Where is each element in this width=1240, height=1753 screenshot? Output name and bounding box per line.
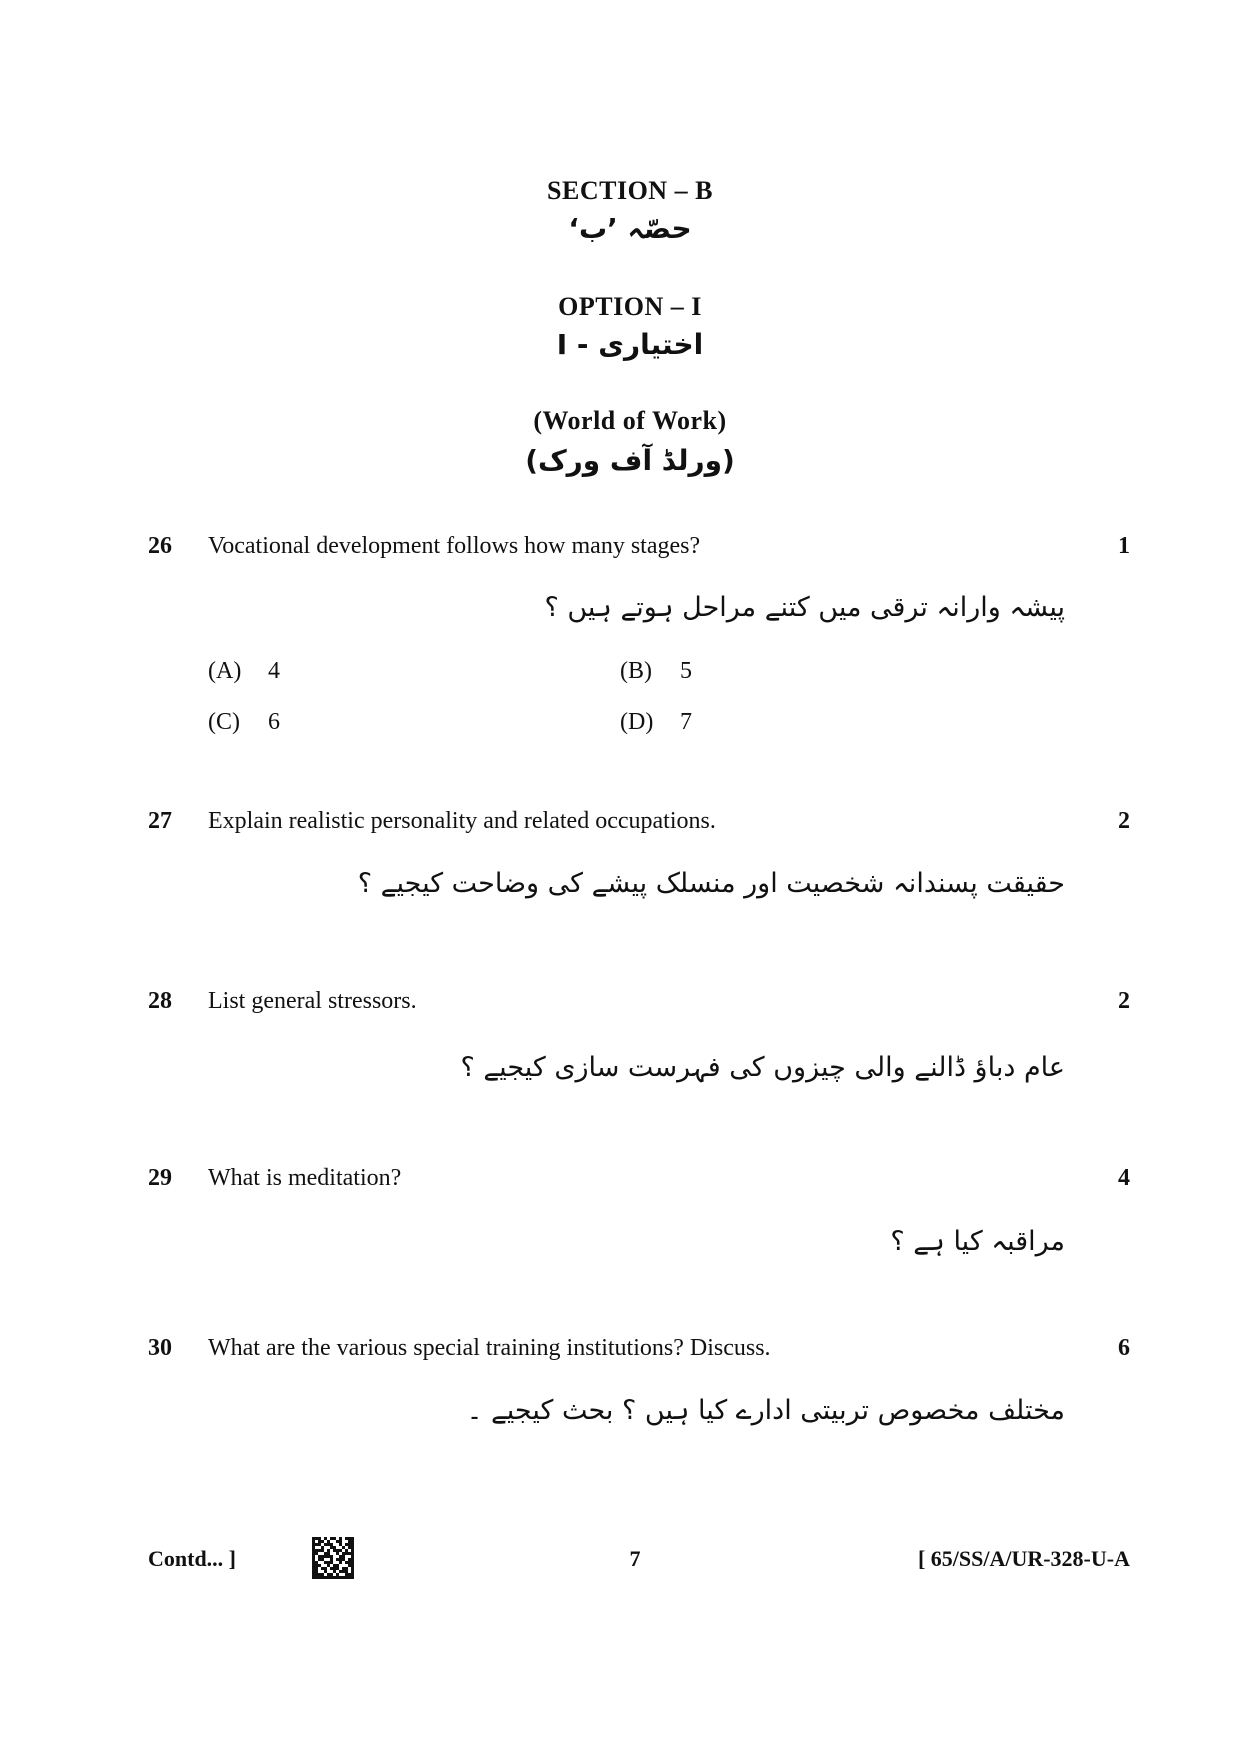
option-label: (A)	[208, 658, 242, 684]
subject-title: (World of Work)	[533, 406, 727, 435]
question-text: List general stressors.	[208, 988, 417, 1014]
option-value: 4	[268, 658, 280, 684]
question-number: 27	[148, 808, 172, 834]
question-marks: 1	[1118, 533, 1130, 559]
option-label: (D)	[620, 709, 654, 735]
option-c	[208, 709, 280, 736]
question-number: 29	[148, 1165, 172, 1191]
question-text-urdu: مختلف مخصوص تربیتی ادارے کیا ہیں ؟ بحث کیجیے ۔	[466, 1395, 1065, 1426]
page-number: 7	[629, 1546, 641, 1571]
contd-label: Contd... ]	[148, 1546, 237, 1571]
question-text-urdu: پیشہ وارانہ ترقی میں کتنے مراحل ہوتے ہیں ؟	[544, 592, 1065, 623]
qr-code-icon	[312, 1537, 354, 1579]
option-title: OPTION – I	[558, 292, 702, 321]
question-number: 28	[148, 988, 172, 1014]
question-marks: 2	[1118, 988, 1130, 1014]
option-value: 6	[268, 709, 280, 735]
section-title: SECTION – B	[547, 176, 713, 205]
question-text: What is meditation?	[208, 1165, 402, 1191]
option-b	[620, 658, 692, 685]
question-text-urdu: عام دباؤ ڈالنے والی چیزوں کی فہرست سازی کیجیے ؟	[460, 1052, 1065, 1083]
question-text: Explain realistic personality and related occupations.	[208, 808, 716, 834]
option-d	[620, 709, 692, 736]
subject-title-urdu: (ورلڈ آف ورک)	[525, 444, 735, 477]
question-text: What are the various special training institutions? Discuss.	[208, 1335, 771, 1361]
question-marks: 2	[1118, 808, 1130, 834]
paper-code: [ 65/SS/A/UR-328-U-A	[917, 1546, 1130, 1571]
question-marks: 6	[1118, 1335, 1130, 1361]
option-label: (B)	[620, 658, 652, 684]
question-number: 30	[148, 1335, 172, 1361]
question-number: 26	[148, 533, 172, 559]
option-title-urdu: اختیاری - I	[556, 328, 704, 361]
question-marks: 4	[1118, 1165, 1130, 1191]
option-a	[208, 658, 280, 685]
option-value: 5	[680, 658, 692, 684]
section-title-urdu: حصّہ ’ب‘	[568, 212, 692, 245]
question-text: Vocational development follows how many stages?	[208, 533, 701, 559]
question-text-urdu: حقیقت پسندانہ شخصیت اور منسلک پیشے کی وضاحت کیجیے ؟	[357, 868, 1065, 899]
option-label: (C)	[208, 709, 240, 735]
option-value: 7	[680, 709, 692, 735]
question-text-urdu: مراقبہ کیا ہے ؟	[890, 1226, 1065, 1257]
